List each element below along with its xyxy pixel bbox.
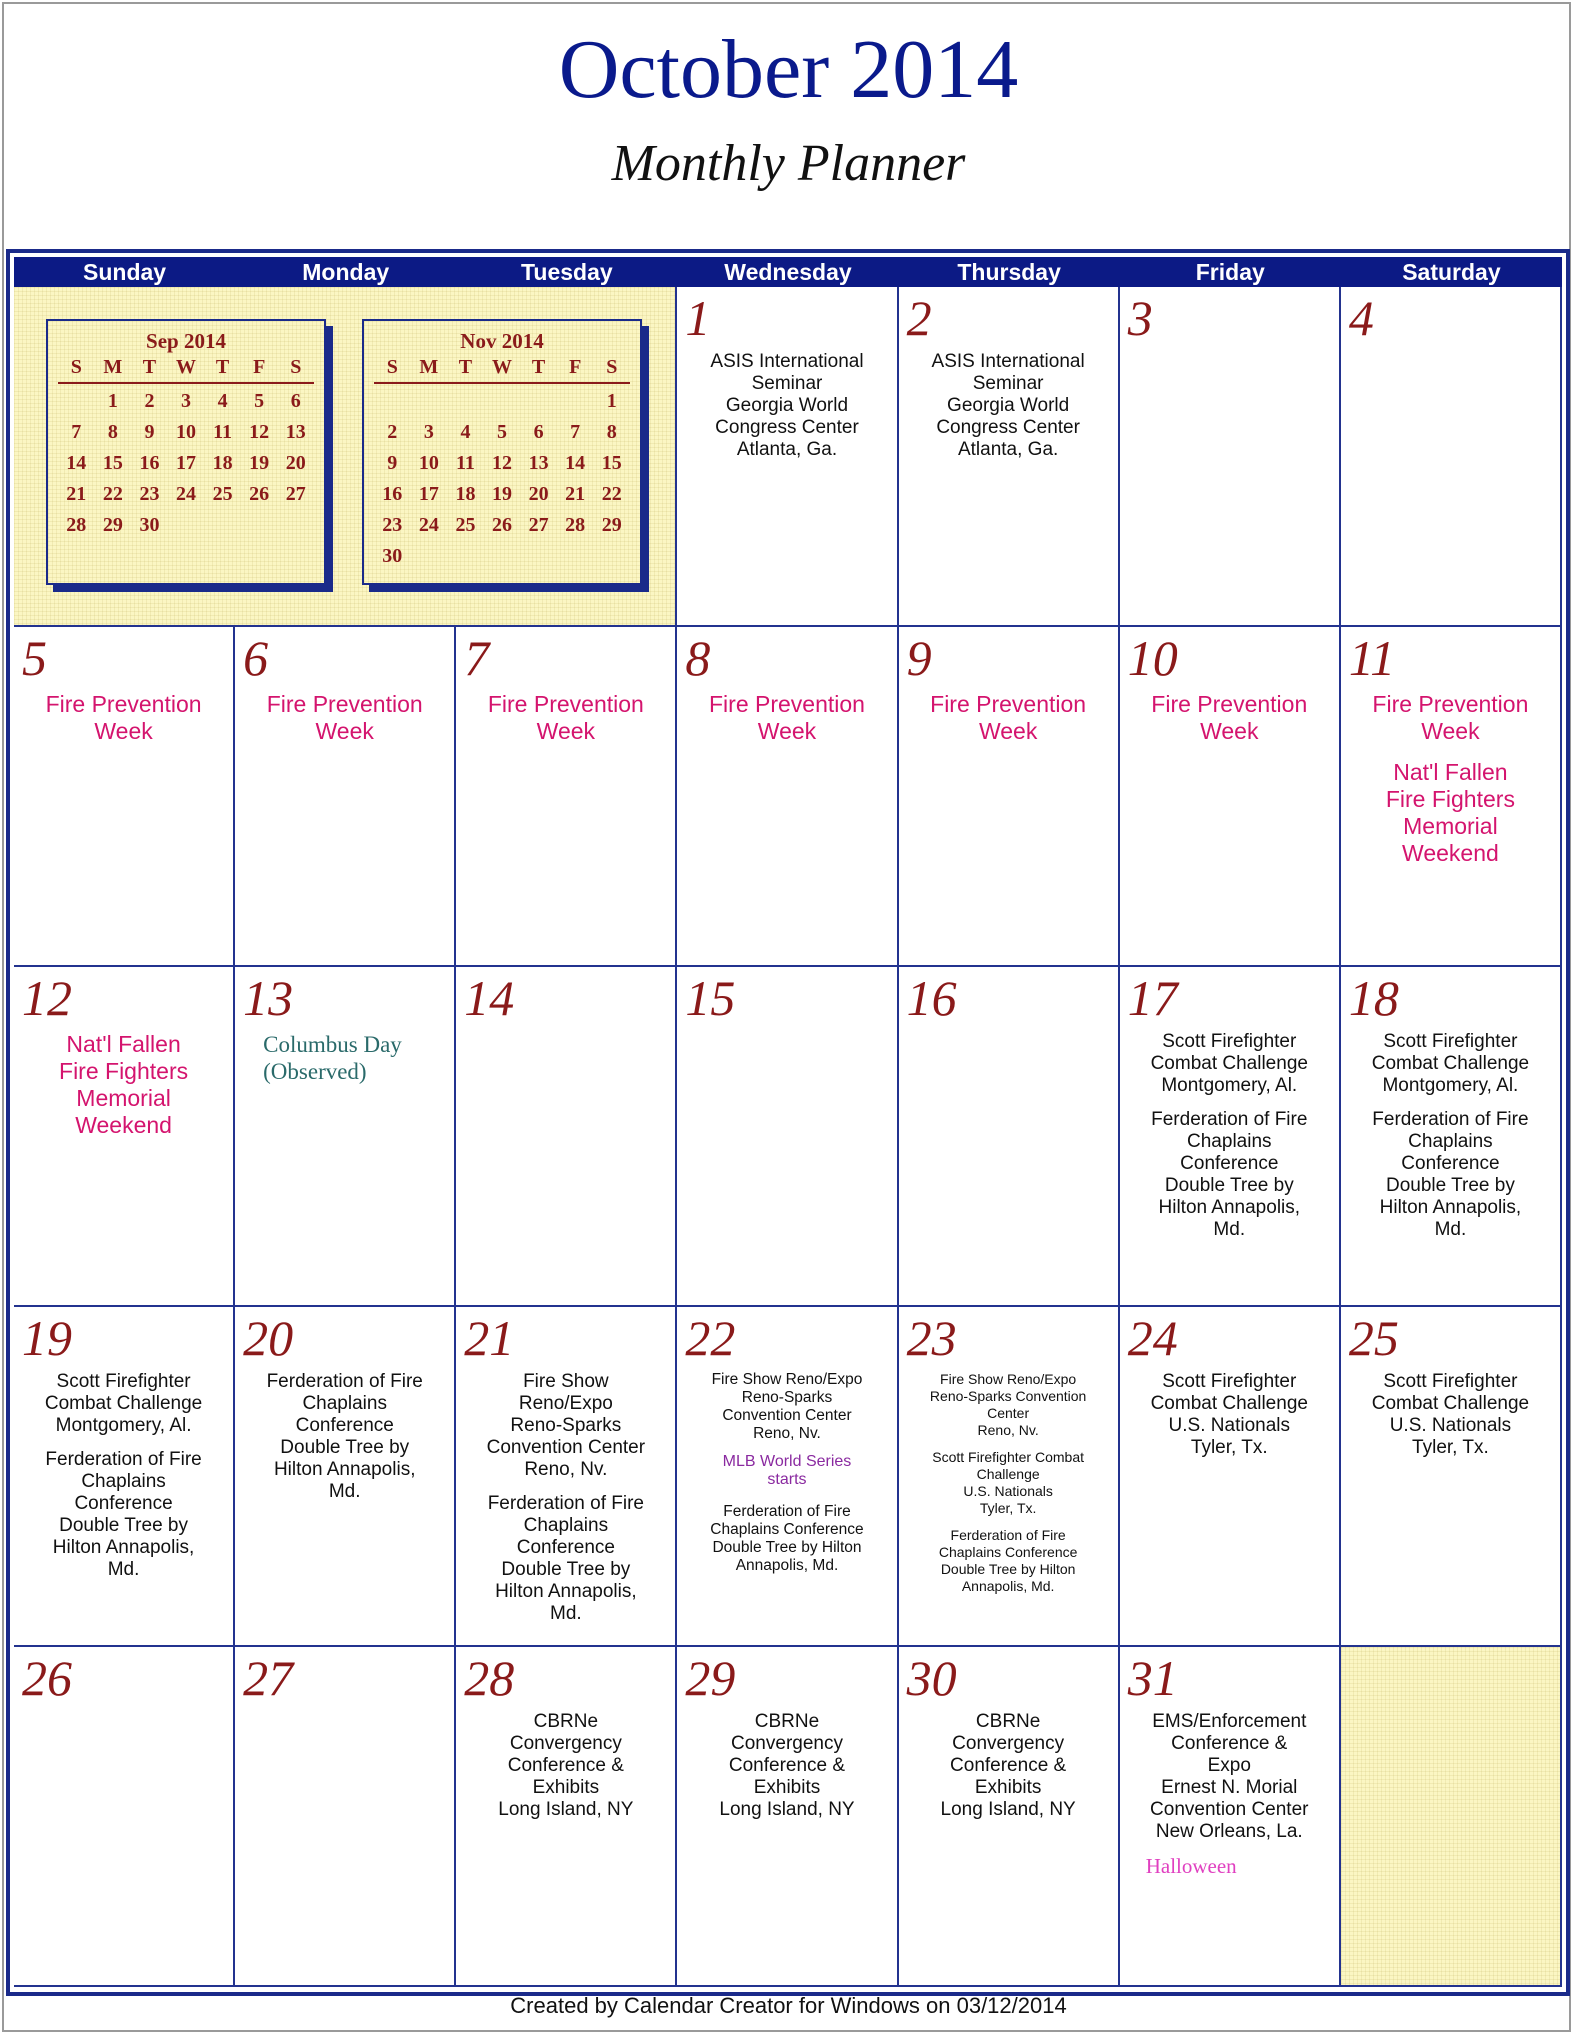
mini-day: 8 [107,421,118,443]
mini-day [447,386,484,417]
event-text: Ferderation of Fire Chaplains Conference Double Tree by Hilton Annapolis, Md. [710,1503,864,1574]
mini-calendars-cell [14,287,677,627]
event-text: Ferderation of Fire Chaplains Conference Double Tree by Hilton Annapolis, Md. [266,1371,423,1502]
mini-day: 16 [139,452,160,474]
day-cell-26[interactable] [14,1647,235,1987]
event-text: Nat'l Fallen Fire Fighters Memorial Weekend [1385,759,1515,866]
weekday-sunday: Sunday [83,259,167,285]
day-cell-24[interactable] [1120,1307,1341,1647]
mini-day: 26 [492,514,513,536]
weekday-friday: Friday [1195,259,1265,285]
day-cell-3[interactable] [1120,287,1341,627]
day-number: 27 [243,1650,294,1706]
day-number: 16 [906,970,957,1026]
day-number: 18 [1348,970,1399,1026]
mini-day: 13 [285,421,306,443]
day-number: 10 [1127,630,1178,686]
event-text: Fire Prevention Week [487,691,644,744]
event-text: Fire Prevention Week [45,691,202,744]
mini-day: 21 [66,483,87,505]
day-events [1126,1031,1333,1253]
day-number: 5 [22,630,47,686]
day-events [905,1371,1112,1605]
mini-weekday: S [386,356,398,378]
mini-day: 7 [570,421,581,443]
day-number: 3 [1127,290,1153,346]
day-number: 21 [464,1310,515,1366]
day-cell-18[interactable] [1341,967,1562,1307]
mini-day: 22 [102,483,123,505]
mini-calendar-week [374,448,630,479]
event-text: MLB World Series starts [722,1453,852,1488]
event-text: Ferderation of Fire Chaplains Conference Double Tree by Hilton Annapolis, Md. [1151,1109,1308,1240]
day-number: 11 [1348,630,1396,686]
weekday-header [14,257,1562,287]
day-number: 30 [906,1650,957,1706]
mini-day: 25 [455,514,476,536]
mini-day: 18 [455,483,476,505]
day-cell-8[interactable] [677,627,898,967]
mini-calendar-week [374,510,630,541]
day-cell-25[interactable] [1341,1307,1562,1647]
mini-day [484,386,521,417]
day-number: 17 [1127,970,1178,1026]
event-text: Scott Firefighter Combat Challenge U.S. Nationals Tyler, Tx. [1371,1371,1530,1458]
mini-day: 23 [139,483,160,505]
mini-day: 28 [66,514,87,536]
day-events [905,1711,1112,1833]
mini-day: 20 [285,452,306,474]
mini-calendar-week [58,510,314,541]
day-cell-31[interactable] [1120,1647,1341,1987]
event-text: Halloween [1145,1854,1237,1878]
day-events [1347,691,1554,881]
mini-calendar-week [58,479,314,510]
day-events [241,691,448,759]
event-text: Scott Firefighter Combat Challenge U.S. Nationals Tyler, Tx. [1150,1371,1308,1458]
mini-nov-calendar [362,319,642,585]
mini-calendar-week [374,417,630,448]
mini-day [58,386,95,417]
mini-calendar-week [58,417,314,448]
day-number: 23 [906,1310,957,1366]
calendar-grid [6,249,1570,1996]
day-cell-6[interactable] [235,627,456,967]
day-events [1347,1031,1554,1253]
day-events [905,351,1112,473]
mini-day [411,386,448,417]
mini-day: 11 [213,421,233,443]
mini-day [277,510,314,541]
event-text: Fire Prevention Week [709,691,865,744]
mini-day [520,386,557,417]
day-number: 29 [685,1650,736,1706]
day-number: 7 [464,630,490,686]
day-events [241,1031,448,1097]
event-text: Scott Firefighter Combat Challenge U.S. Nationals Tyler, Tx. [932,1449,1084,1516]
mini-day: 5 [497,421,508,443]
mini-day: 5 [254,390,265,412]
mini-day: 4 [217,390,228,412]
event-text: Ferderation of Fire Chaplains Conference Double Tree by Hilton Annapolis, Md. [1372,1109,1529,1240]
mini-day: 13 [528,452,549,474]
day-cell-16[interactable] [899,967,1120,1307]
mini-day: 30 [382,545,403,567]
day-number: 24 [1127,1310,1178,1366]
event-text: Fire Show Reno/Expo Reno-Sparks Convention Center Reno, Nv. [486,1371,646,1480]
mini-day: 15 [601,452,622,474]
day-number: 1 [685,290,711,346]
mini-day: 9 [144,421,155,443]
day-events [20,691,227,759]
mini-weekday: T [531,356,546,378]
day-events [683,1711,890,1833]
day-events [462,1371,669,1637]
day-cell-30[interactable] [899,1647,1120,1987]
day-number: 15 [685,970,736,1026]
mini-day: 8 [606,421,617,443]
mini-day: 20 [528,483,549,505]
event-text: Scott Firefighter Combat Challenge Montgomery, Al. [1371,1031,1530,1096]
event-text: Fire Show Reno/Expo Reno-Sparks Convention Center Reno, Nv. [929,1371,1087,1438]
day-number: 6 [243,630,269,686]
day-cell-10[interactable] [1120,627,1341,967]
event-text: ASIS International Seminar Georgia World Congress Center Atlanta, Ga. [710,351,864,460]
day-number: 14 [464,970,515,1026]
mini-calendar-title: Nov 2014 [460,329,544,353]
mini-sep-calendar [46,319,326,585]
page-title: October 2014 [558,23,1019,116]
mini-weekday: F [253,356,266,378]
day-events [241,1371,448,1515]
mini-day: 19 [492,483,513,505]
mini-day: 27 [285,483,306,505]
mini-day [557,386,594,417]
mini-day [374,386,411,417]
weekday-wednesday: Wednesday [724,259,852,285]
event-text: Fire Prevention Week [930,691,1087,744]
weekday-tuesday: Tuesday [521,259,613,285]
day-cell-21[interactable] [456,1307,677,1647]
event-text: Fire Show Reno/Expo Reno-Sparks Convention Center Reno, Nv. [711,1371,863,1442]
mini-day [168,510,205,541]
mini-day: 26 [249,483,270,505]
mini-day [484,541,521,572]
day-number: 2 [906,290,932,346]
mini-day: 19 [249,452,270,474]
mini-weekday: S [70,356,82,378]
mini-day: 14 [66,452,87,474]
event-text: EMS/Enforcement Conference & Expo Ernest N. Morial Convention Center New Orleans, La. [1150,1711,1309,1842]
day-events [1126,691,1333,759]
day-events [683,351,890,473]
mini-day [520,541,557,572]
event-text: Ferderation of Fire Chaplains Conference Double Tree by Hilton Annapolis, Md. [45,1449,202,1580]
mini-day: 23 [382,514,403,536]
day-cell-1[interactable] [677,287,898,627]
mini-day: 1 [606,390,617,412]
mini-weekday: M [419,356,439,378]
day-events [20,1371,227,1593]
event-text: Ferderation of Fire Chaplains Conference Double Tree by Hilton Annapolis, Md. [938,1527,1078,1594]
mini-weekday: S [606,356,618,378]
day-cell-5[interactable] [14,627,235,967]
event-text: Fire Prevention Week [1151,691,1308,744]
day-cell-13[interactable] [235,967,456,1307]
mini-day: 6 [533,421,544,443]
mini-day [447,541,484,572]
mini-day: 10 [418,452,439,474]
mini-day: 9 [387,452,398,474]
day-cell-14[interactable] [456,967,677,1307]
day-cell-12[interactable] [14,967,235,1307]
mini-day: 11 [455,452,475,474]
mini-calendar-week [374,541,630,572]
day-number: 20 [243,1310,294,1366]
day-events [683,1371,890,1585]
day-events [1126,1371,1333,1471]
day-cell-17[interactable] [1120,967,1341,1307]
weekday-saturday: Saturday [1402,259,1501,285]
mini-day: 3 [423,421,434,443]
event-text: CBRNe Convergency Conference & Exhibits Long Island, NY [719,1711,855,1820]
day-cell-9[interactable] [899,627,1120,967]
mini-day: 14 [565,452,586,474]
day-number: 8 [685,630,711,686]
event-text: Fire Prevention Week [1372,691,1529,744]
day-number: 12 [22,970,72,1026]
mini-day: 12 [492,452,513,474]
footer-credit: Created by Calendar Creator for Windows on 03/12/2014 [510,1993,1067,2018]
mini-day [593,541,630,572]
day-number: 22 [685,1310,736,1366]
mini-day: 27 [528,514,549,536]
day-cell-2[interactable] [899,287,1120,627]
event-text: ASIS International Seminar Georgia World Congress Center Atlanta, Ga. [931,351,1085,460]
day-events [1347,1371,1554,1471]
day-events [462,1711,669,1833]
day-events [1126,1711,1333,1889]
mini-weekday: F [569,356,582,378]
day-cell-23[interactable] [899,1307,1120,1647]
weekday-thursday: Thursday [957,259,1061,285]
mini-day: 12 [249,421,270,443]
day-number: 9 [906,630,932,686]
event-text: Fire Prevention Week [266,691,423,744]
day-number: 4 [1348,290,1374,346]
mini-day: 21 [565,483,586,505]
mini-weekday: W [492,356,513,378]
mini-day [241,510,278,541]
day-cell-15[interactable] [677,967,898,1307]
mini-day: 2 [387,421,398,443]
mini-calendar-weekdays [58,353,314,384]
mini-day: 10 [176,421,197,443]
day-cell-7[interactable] [456,627,677,967]
mini-day: 22 [601,483,622,505]
mini-calendar-week [58,448,314,479]
mini-weekday: T [458,356,473,378]
mini-calendar-week [58,386,314,417]
day-number: 28 [464,1650,515,1706]
mini-day: 6 [290,390,301,412]
day-number: 31 [1127,1650,1178,1706]
day-events [683,691,890,759]
day-number: 26 [22,1650,72,1706]
day-events [20,1031,227,1153]
event-text: Ferderation of Fire Chaplains Conference Double Tree by Hilton Annapolis, Md. [487,1493,644,1624]
day-number: 25 [1348,1310,1399,1366]
mini-day: 15 [102,452,123,474]
mini-day [557,541,594,572]
mini-weekday: T [215,356,230,378]
event-text: Scott Firefighter Combat Challenge Montgomery, Al. [1150,1031,1308,1096]
weekday-monday: Monday [302,259,390,285]
mini-calendar-week [374,386,630,417]
mini-day: 30 [139,514,160,536]
mini-day: 29 [102,514,123,536]
mini-weekday: M [103,356,123,378]
day-events [905,691,1112,759]
mini-day: 29 [601,514,622,536]
mini-calendar-week [374,479,630,510]
mini-day: 25 [212,483,233,505]
mini-day: 2 [144,390,155,412]
mini-calendar-weekdays [374,353,630,384]
empty-cell [1341,1647,1562,1987]
day-cell-28[interactable] [456,1647,677,1987]
mini-day: 3 [181,390,192,412]
day-number: 13 [243,970,294,1026]
day-cell-20[interactable] [235,1307,456,1647]
event-text: Columbus Day (Observed) [263,1032,402,1084]
day-cell-19[interactable] [14,1307,235,1647]
mini-day: 7 [71,421,82,443]
day-cell-29[interactable] [677,1647,898,1987]
mini-day: 17 [176,452,197,474]
day-cell-27[interactable] [235,1647,456,1987]
day-cell-11[interactable] [1341,627,1562,967]
page-subtitle: Monthly Planner [611,135,966,192]
event-text: CBRNe Convergency Conference & Exhibits Long Island, NY [498,1711,634,1820]
mini-day: 24 [176,483,197,505]
mini-day: 1 [107,390,118,412]
day-cell-4[interactable] [1341,287,1562,627]
mini-calendar-title: Sep 2014 [146,329,226,353]
mini-weekday: W [176,356,197,378]
day-number: 19 [22,1310,72,1366]
mini-day: 18 [212,452,233,474]
mini-day: 4 [460,421,471,443]
mini-day [204,510,241,541]
mini-day: 17 [418,483,439,505]
mini-weekday: T [142,356,157,378]
event-text: Nat'l Fallen Fire Fighters Memorial Weekend [59,1031,189,1138]
day-events [462,691,669,759]
mini-day [411,541,448,572]
event-text: Scott Firefighter Combat Challenge Montgomery, Al. [44,1371,203,1436]
mini-day: 28 [565,514,586,536]
mini-day: 16 [382,483,403,505]
mini-weekday: S [290,356,302,378]
event-text: CBRNe Convergency Conference & Exhibits Long Island, NY [940,1711,1076,1820]
day-cell-22[interactable] [677,1307,898,1647]
mini-day: 24 [418,514,439,536]
